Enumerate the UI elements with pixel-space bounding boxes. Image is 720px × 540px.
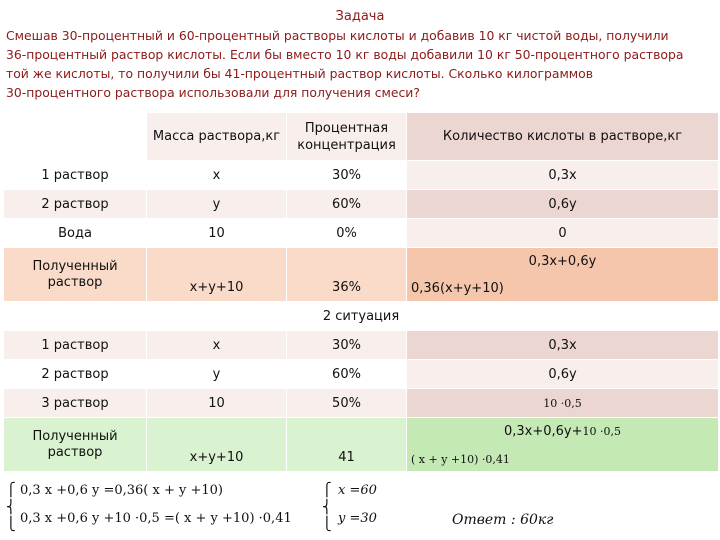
table-row-result-1: [4, 248, 719, 302]
row-label: 2 раствор: [4, 190, 147, 219]
row-label: 1 раствор: [4, 161, 147, 190]
table-row: [4, 161, 719, 190]
row-label: [4, 248, 147, 302]
cell-acid: [407, 248, 719, 302]
cell-acid: 0,6y: [407, 190, 719, 219]
header-mass: Масса раствора,кг: [147, 113, 287, 161]
result-label: Полученный раствор: [32, 258, 118, 290]
equation-1: 0,3 x +0,6 y =0,36( x + y +10): [20, 483, 223, 498]
cell-mass: x+y+10: [147, 248, 287, 302]
acid-expression-top-part1: 0,3x+0,6y+: [503, 423, 583, 439]
cell-mass: y: [147, 190, 287, 219]
task-title: Задача: [335, 9, 385, 24]
header-acid-amount: Количество кислоты в растворе,кг: [407, 113, 719, 161]
table-row: [4, 219, 719, 248]
cell-concentration: 50%: [287, 389, 407, 418]
table-row: [4, 331, 719, 360]
table-header-row: [4, 113, 719, 161]
cell-acid: 0,3x: [407, 161, 719, 190]
cell-concentration: 30%: [287, 161, 407, 190]
row-label: 1 раствор: [4, 331, 147, 360]
situation-2-label: 2 ситуация: [4, 302, 719, 331]
cell-acid: [407, 389, 719, 418]
table-row: [4, 360, 719, 389]
row-label: [4, 418, 147, 472]
situation-row: [4, 302, 719, 331]
cell-acid: 0,3x: [407, 331, 719, 360]
header-empty: [4, 113, 147, 161]
cell-concentration: 36%: [287, 248, 407, 302]
cell-mass: y: [147, 360, 287, 389]
cell-mass: x+y+10: [147, 418, 287, 472]
row-label: 3 раствор: [4, 389, 147, 418]
cell-concentration: 60%: [287, 360, 407, 389]
answer: Ответ : 60кг: [452, 512, 554, 528]
cell-mass: 10: [147, 389, 287, 418]
cell-acid: 0: [407, 219, 719, 248]
acid-expression: 10 ·0,5: [543, 396, 582, 410]
acid-expression-bottom: 0,36(x+y+10): [411, 280, 504, 296]
table-row-result-2: [4, 418, 719, 472]
table-row: [4, 190, 719, 219]
acid-expression-bottom: ( x + y +10) ·0,41: [411, 452, 510, 466]
acid-expression-top: 0,3x+0,6y: [528, 253, 597, 269]
row-label: Вода: [4, 219, 147, 248]
cell-mass: x: [147, 161, 287, 190]
acid-expression-top: [411, 424, 714, 439]
cell-concentration: 0%: [287, 219, 407, 248]
cell-mass: 10: [147, 219, 287, 248]
system-brace-left: ⎧ ⎨ ⎩: [6, 483, 16, 532]
solution-y: y =30: [338, 511, 377, 526]
cell-concentration: 60%: [287, 190, 407, 219]
acid-expression-top-part2: 10 ·0,5: [582, 424, 621, 438]
table-row: [4, 389, 719, 418]
header-concentration: Процентная концентрация: [287, 113, 407, 161]
cell-concentration: 30%: [287, 331, 407, 360]
solution-x: x =60: [338, 483, 377, 498]
cell-concentration: 41: [287, 418, 407, 472]
cell-acid: [407, 418, 719, 472]
result-label: Полученный раствор: [32, 428, 118, 460]
cell-acid: 0,6y: [407, 360, 719, 389]
solution-table: [3, 112, 719, 472]
row-label: 2 раствор: [4, 360, 147, 389]
cell-mass: x: [147, 331, 287, 360]
problem-statement: Смешав 30-процентный и 60-процентный растворы кислоты и добавив 10 кг чистой воды, получили 36-процентный раствор кислоты. Если бы вместо 10 кг воды добавили 10 кг 50-процентного раствора той же кислоты, то получили бы 41-процентный раствор кислоты. Сколько килограммов 30-процентного раствора использовали для получения смеси?: [6, 28, 684, 100]
solution-brace: ⎧ ⎨ ⎩: [322, 483, 332, 532]
equation-2: 0,3 x +0,6 y +10 ·0,5 =( x + y +10) ·0,41: [20, 511, 292, 526]
